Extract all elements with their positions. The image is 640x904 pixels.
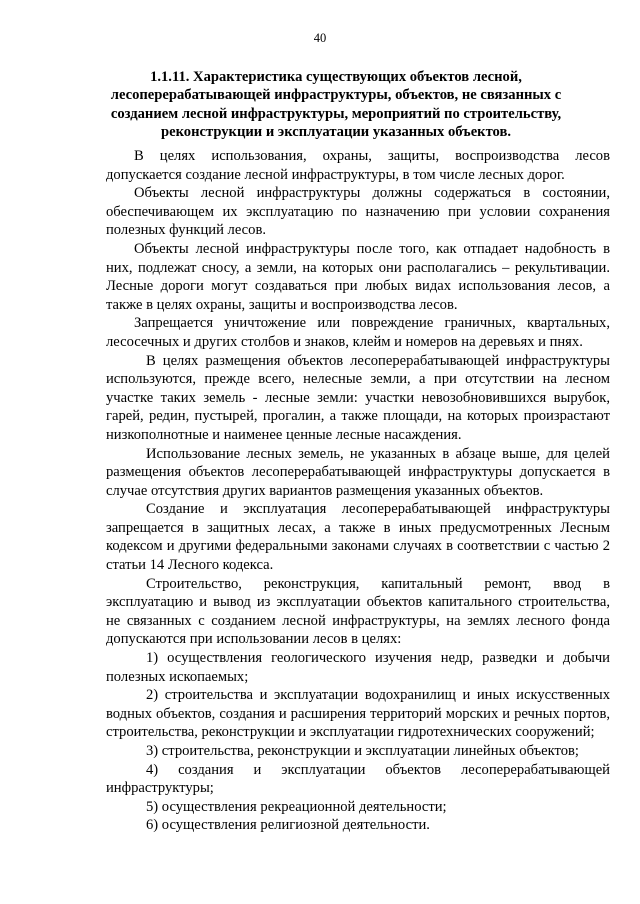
paragraph-forest-lands-use: Использование лесных земель, не указанных в абзаце выше, для целей размещения объектов лесоперерабатывающей инфраструктуры допускается в случае отсутствия других вариантов размещения указанных объектов. <box>106 445 610 499</box>
paragraph-infrastructure-maintenance: Объекты лесной инфраструктуры должны содержаться в состоянии, обеспечивающем их эксплуатацию по назначению при условии сохранения полезных функций лесов. <box>106 185 610 239</box>
list-item-2-water-objects: 2) строительства и эксплуатации водохранилищ и иных искусственных водных объектов, создания и расширения территорий морских и речных портов, строительства, реконструкции и эксплуатации гидротехнических сооружений; <box>106 687 610 741</box>
paragraph-capital-construction: Строительство, реконструкция, капитальный ремонт, ввод в эксплуатацию и вывод из эксплуатации объектов капитального строительства, не связанных с созданием лесной инфраструктуры, на землях лесного фонда допускаются при использовании лесов в целях: <box>106 575 610 648</box>
section-heading: 1.1.11. Характеристика существующих объектов лесной, лесоперерабатывающей инфраструктуры, объектов, не связанных с созданием лесной инфраструктуры, мероприятий по строительству, реконструкции и эксплуатации указанных объектов. <box>110 69 562 141</box>
paragraph-markers-prohibition: Запрещается уничтожение или повреждение граничных, квартальных, лесосечных и других столбов и знаков, клейм и номеров на деревьях и пнях. <box>106 315 610 350</box>
list-item-1-geology: 1) осуществления геологического изучения недр, разведки и добычи полезных ископаемых; <box>106 650 610 685</box>
paragraph-infrastructure-purpose: В целях использования, охраны, защиты, воспроизводства лесов допускается создание лесной инфраструктуры, в том числе лесных дорог. <box>106 148 610 183</box>
list-item-5-recreation: 5) осуществления рекреационной деятельности; <box>146 798 447 815</box>
paragraph-demolition-reclamation: Объекты лесной инфраструктуры после того, как отпадает надобность в них, подлежат сносу, а земли, на которых они располагались – рекультивации. Лесные дороги могут создаваться при любых видах использования лесов, а также в целях охраны, защиты и воспроизводства лесов. <box>106 240 610 313</box>
list-item-3-linear-objects: 3) строительства, реконструкции и эксплуатации линейных объектов; <box>146 743 579 759</box>
page-number: 40 <box>313 31 327 45</box>
paragraph-protective-forests: Создание и эксплуатация лесоперерабатывающей инфраструктуры запрещается в защитных лесах, а также в иных предусмотренных Лесным кодексом и другими федеральными законами случаях в соответствии с частью 2 статьи 14 Лесного кодекса. <box>106 501 610 574</box>
paragraph-placement-lands: В целях размещения объектов лесоперерабатывающей инфраструктуры используются, прежде всего, нелесные земли, а при отсутствии на лесном участке таких земель - лесные земли: участки невозобновившихся вырубок, гарей, редин, пустырей, прогалин, а также площади, на которых произрастают низкополнотные и наименее ценные лесные насаждения. <box>106 352 610 443</box>
list-item-4-processing-infrastructure: 4) создания и эксплуатации объектов лесоперерабатывающей инфраструктуры; <box>106 761 610 797</box>
body-text <box>106 147 610 835</box>
list-item-6-religion: 6) осуществления религиозной деятельности. <box>146 817 430 834</box>
